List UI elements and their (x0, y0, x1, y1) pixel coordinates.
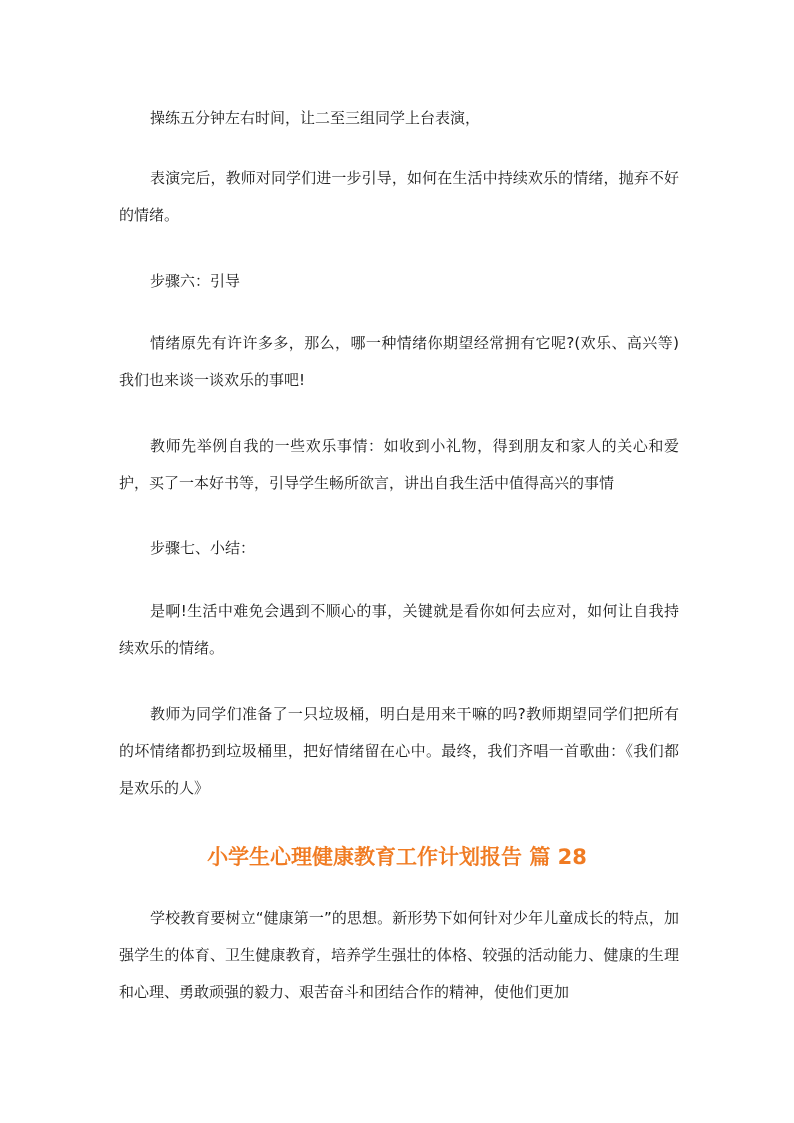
paragraph-summary: 是啊!生活中难免会遇到不顺心的事，关键就是看你如何去应对，如何让自我持续欢乐的情绪。 (119, 602, 679, 657)
paragraph-teacher-example: 教师先举例自我的一些欢乐事情：如收到小礼物，得到朋友和家人的关心和爱护，买了一本好书等，引导学生畅所欲言，讲出自我生活中值得高兴的事情 (119, 437, 679, 492)
paragraph-step-six: 步骤六：引导 (150, 272, 241, 290)
paragraph-after-performance: 表演完后，教师对同学们进一步引导，如何在生活中持续欢乐的情绪，抛弃不好的情绪。 (119, 169, 679, 224)
paragraph-emotions: 情绪原先有许许多多，那么，哪一种情绪你期望经常拥有它呢?(欢乐、高兴等)我们也来谈一谈欢乐的事吧! (119, 334, 679, 389)
section-heading: 小学生心理健康教育工作计划报告 篇 28 (207, 845, 587, 869)
paragraph-rehearsal: 操练五分钟左右时间，让二至三组同学上台表演， (150, 109, 481, 127)
paragraph-step-seven: 步骤七、小结： (150, 539, 256, 557)
paragraph-trash-bin: 教师为同学们准备了一只垃圾桶，明白是用来干嘛的吗?教师期望同学们把所有的坏情绪都扔到垃圾桶里，把好情绪留在心中。最终，我们齐唱一首歌曲：《我们都是欢乐的人》 (119, 705, 679, 797)
paragraph-health-first: 学校教育要树立“健康第一”的思想。新形势下如何针对少年儿童成长的特点，加强学生的体育、卫生健康教育，培养学生强壮的体格、较强的活动能力、健康的生理和心理、勇敢顽强的毅力、艰苦奋斗和团结合作的精神，使他们更加 (119, 909, 679, 1001)
